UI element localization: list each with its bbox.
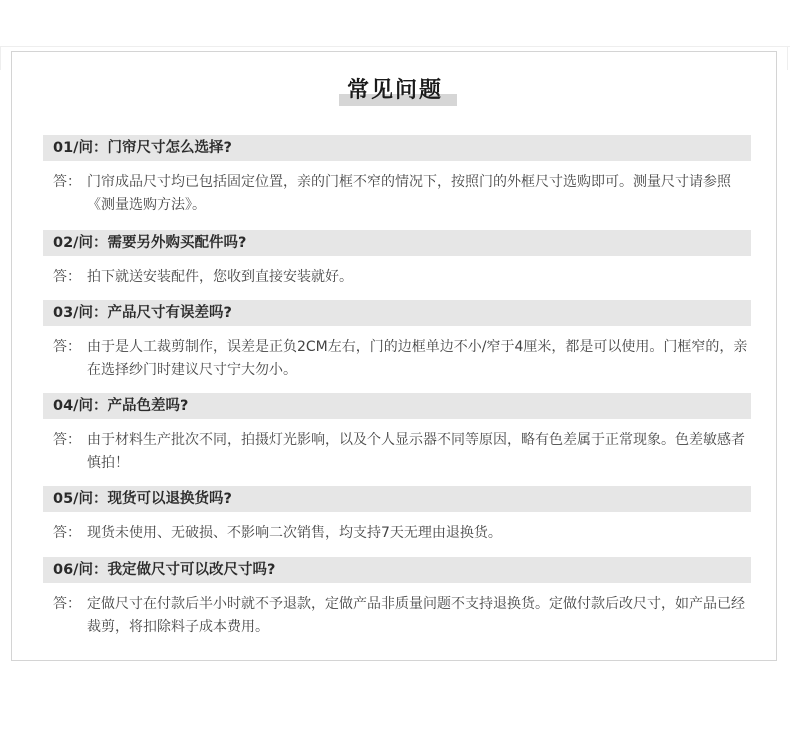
answer — [43, 593, 751, 639]
answer-text: 门帘成品尺寸均已包括固定位置，亲的门框不窄的情况下，按照门的外框尺寸选购即可。测量尺寸请参照《测量选购方法》。 — [87, 174, 731, 213]
answer-text: 由于是人工裁剪制作，误差是正负2CM左右，门的边框单边不小/窄于4厘米，都是可以使用。门框窄的，亲在选择纱门时建议尺寸宁大勿小。 — [87, 339, 748, 378]
title-wrap — [12, 76, 778, 106]
answer-prefix: 答： — [53, 174, 81, 190]
divider — [0, 46, 790, 47]
question-bar: 05/问：现货可以退换货吗? — [43, 486, 751, 512]
answer — [43, 266, 751, 289]
faq-item-4 — [43, 393, 751, 475]
answer-text: 定做尺寸在付款后半小时就不予退款，定做产品非质量问题不支持退换货。定做付款后改尺寸，如产品已经裁剪，将扣除料子成本费用。 — [87, 596, 745, 635]
faq-item-5 — [43, 486, 751, 545]
faq-item-2 — [43, 230, 751, 289]
divider — [0, 46, 1, 70]
faq-card — [11, 51, 777, 661]
question-bar: 06/问：我定做尺寸可以改尺寸吗? — [43, 557, 751, 583]
answer — [43, 429, 751, 475]
answer — [43, 522, 751, 545]
question-bar: 04/问：产品色差吗? — [43, 393, 751, 419]
answer — [43, 171, 751, 217]
answer-text: 现货未使用、无破损、不影响二次销售，均支持7天无理由退换货。 — [87, 525, 502, 541]
question-bar: 01/问：门帘尺寸怎么选择? — [43, 135, 751, 161]
answer — [43, 336, 751, 382]
faq-item-6 — [43, 557, 751, 639]
answer-prefix: 答： — [53, 339, 81, 355]
answer-prefix: 答： — [53, 596, 81, 612]
answer-prefix: 答： — [53, 269, 81, 285]
answer-prefix: 答： — [53, 525, 81, 541]
divider — [787, 46, 788, 70]
answer-text: 拍下就送安装配件，您收到直接安装就好。 — [87, 269, 353, 285]
question-bar: 02/问：需要另外购买配件吗? — [43, 230, 751, 256]
faq-item-1 — [43, 135, 751, 217]
answer-text: 由于材料生产批次不同，拍摄灯光影响，以及个人显示器不同等原因，略有色差属于正常现象。色差敏感者慎拍！ — [87, 432, 745, 471]
page-title: 常见问题 — [346, 78, 443, 103]
faq-item-3 — [43, 300, 751, 382]
question-bar: 03/问：产品尺寸有误差吗? — [43, 300, 751, 326]
answer-prefix: 答： — [53, 432, 81, 448]
